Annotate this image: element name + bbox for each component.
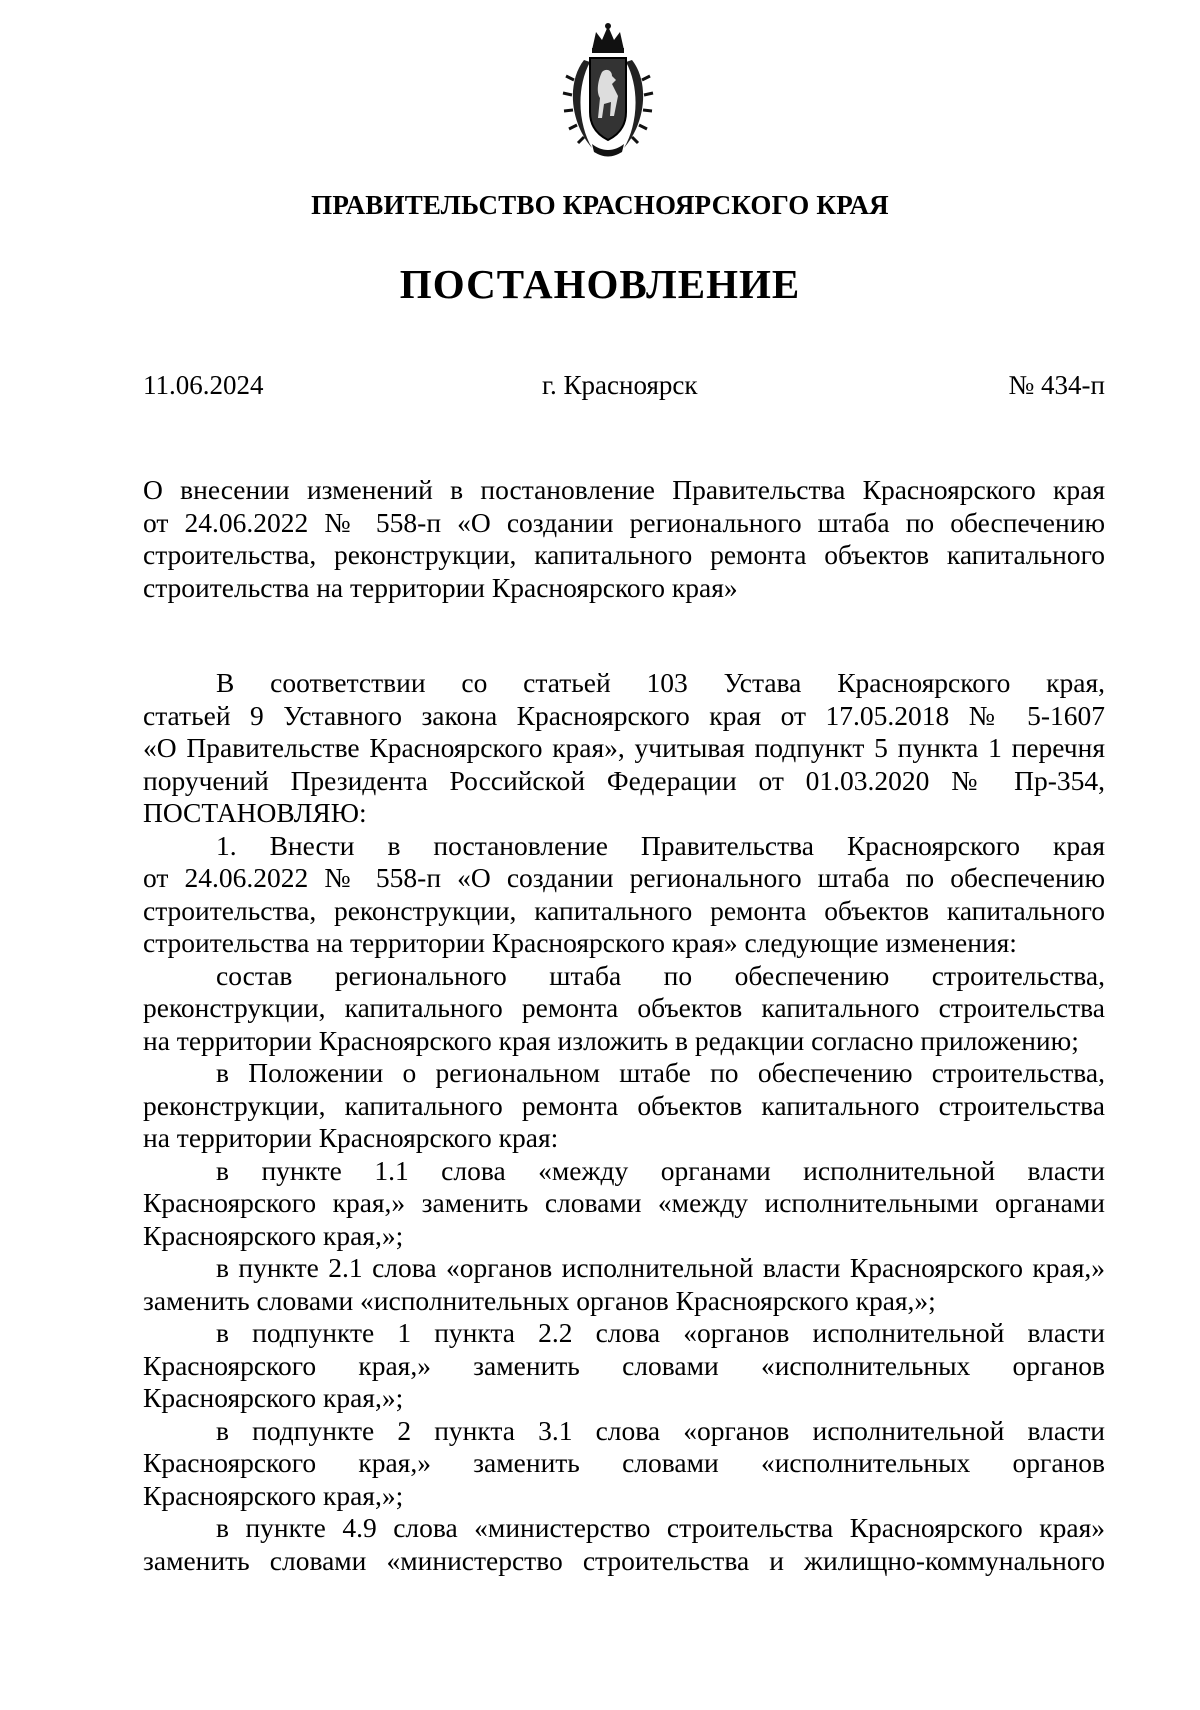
body-line: Красноярского края,»; (143, 1219, 404, 1251)
body-line: ПОСТАНОВЛЯЮ: (143, 797, 367, 828)
document-subject (143, 474, 1105, 604)
body-line: Красноярского края,» заменить словами «исполнительных органов (143, 1349, 1105, 1381)
body-line: поручений Президента Российской Федерации от 01.03.2020 № Пр-354, (143, 764, 1105, 796)
body-line: заменить словами «исполнительных органов Красноярского края,»; (143, 1284, 936, 1316)
body-line: в подпункте 1 пункта 2.2 слова «органов исполнительной власти (216, 1317, 1105, 1348)
body-line: «О Правительстве Красноярского края», учитывая подпункт 5 пункта 1 перечня (143, 732, 1105, 763)
body-line: строительства на территории Красноярского края» следующие изменения: (143, 927, 1017, 958)
body-line: Красноярского края,» заменить словами «между исполнительными органами (143, 1187, 1105, 1218)
body-line: реконструкции, капитального ремонта объектов капитального строительства (143, 992, 1105, 1023)
subject-line: О внесении изменений в постановление Правительства Красноярского края (143, 474, 1105, 505)
government-title: ПРАВИТЕЛЬСТВО КРАСНОЯРСКОГО КРАЯ (311, 190, 889, 220)
document-date: 11.06.2024 (143, 370, 264, 400)
body-line: на территории Красноярского края изложить в редакции согласно приложению; (143, 1024, 1079, 1056)
body-line: Красноярского края,» заменить словами «исполнительных органов (143, 1447, 1105, 1478)
body-line: 1. Внести в постановление Правительства Красноярского края (216, 829, 1105, 861)
body-line: состав регионального штаба по обеспечению строительства, (216, 959, 1105, 991)
body-line: от 24.06.2022 № 558-п «О создании регионального штаба по обеспечению (143, 862, 1105, 893)
body-line: в пункте 4.9 слова «министерство строительства Красноярского края» (216, 1512, 1105, 1543)
subject-line: строительства на территории Красноярского края» (143, 571, 738, 603)
body-line: в пункте 2.1 слова «органов исполнительной власти Красноярского края,» (216, 1252, 1105, 1283)
document-type-title: ПОСТАНОВЛЕНИЕ (399, 261, 801, 307)
document-body (143, 667, 1105, 1577)
body-line: Красноярского края,»; (143, 1382, 404, 1413)
body-line: в Положении о региональном штабе по обеспечению строительства, (216, 1057, 1105, 1088)
body-line: Красноярского края,»; (143, 1479, 404, 1511)
body-line: строительства, реконструкции, капитального ремонта объектов капитального (143, 894, 1105, 926)
body-line: В соответствии со статьей 103 Устава Красноярского края, (216, 667, 1105, 698)
document-number: № 434-п (1008, 370, 1105, 400)
body-line: в пункте 1.1 слова «между органами исполнительной власти (216, 1154, 1105, 1186)
body-line: реконструкции, капитального ремонта объектов капитального строительства (143, 1089, 1105, 1121)
subject-line: строительства, реконструкции, капитального ремонта объектов капитального (143, 539, 1105, 570)
document-city: г. Красноярск (542, 370, 698, 400)
subject-line: от 24.06.2022 № 558-п «О создании регионального штаба по обеспечению (143, 506, 1105, 538)
body-line: в подпункте 2 пункта 3.1 слова «органов исполнительной власти (216, 1414, 1105, 1446)
body-line: заменить словами «министерство строительства и жилищно-коммунального (143, 1544, 1105, 1576)
body-line: статьей 9 Уставного закона Красноярского края от 17.05.2018 № 5-1607 (143, 699, 1105, 731)
document-meta-row (143, 370, 1105, 401)
krasnoyarsk-coat-of-arms-icon (562, 20, 654, 160)
body-line: на территории Красноярского края: (143, 1122, 559, 1153)
